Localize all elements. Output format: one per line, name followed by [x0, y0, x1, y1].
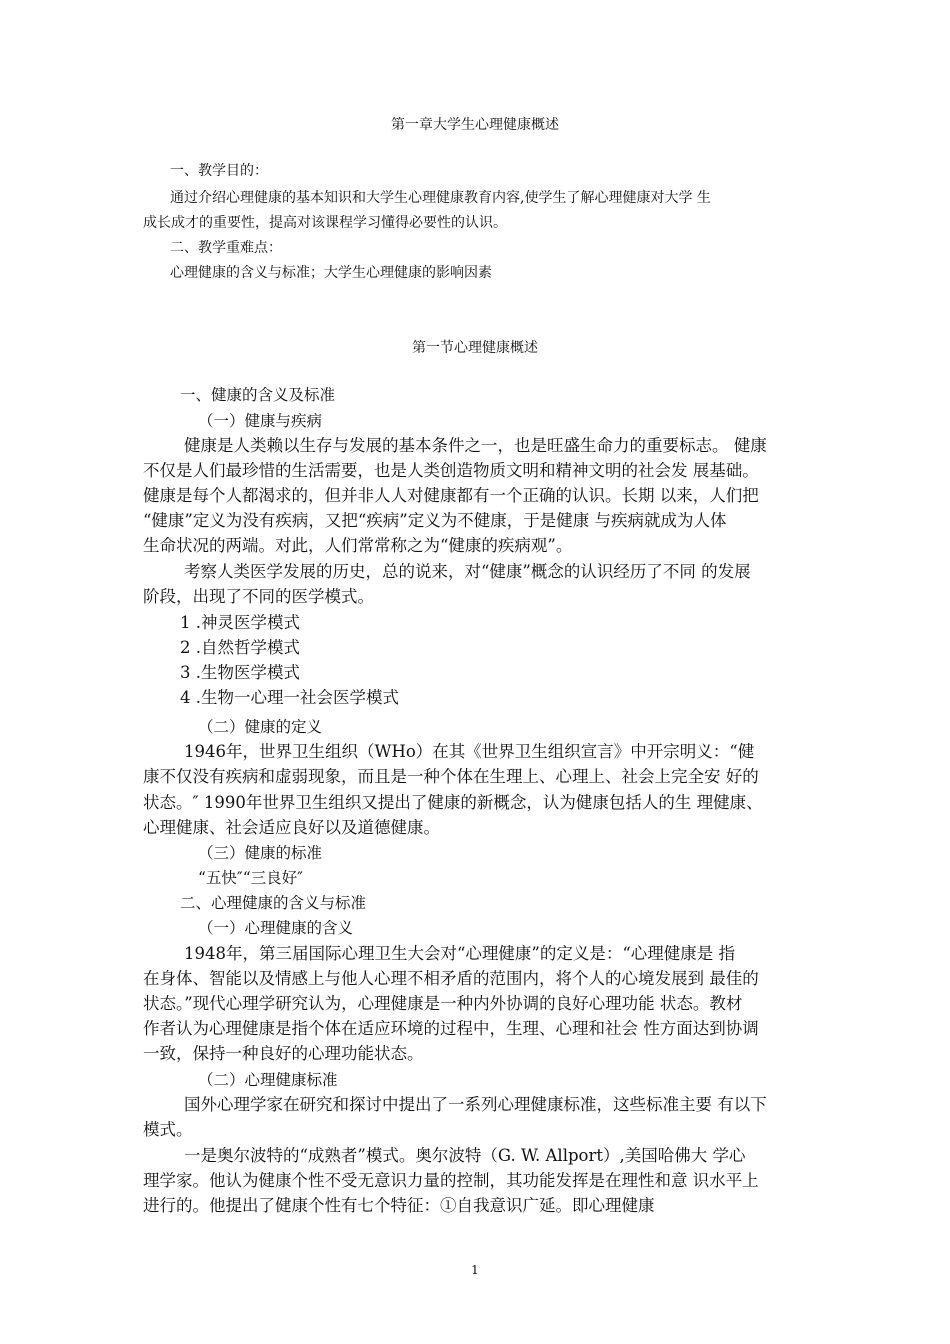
heading-mental-health: 二、心理健康的含义与标准 — [180, 894, 367, 912]
paragraph-line: 生命状况的两端。对此，人们常常称之为“健康的疾病观”。 — [143, 536, 573, 555]
list-item: 3 .生物医学模式 — [180, 663, 300, 682]
paragraph-line: 作者认为心理健康是指个体在适应环境的过程中，生理、心理和社会 性方面达到协调 — [143, 1019, 759, 1038]
paragraph-line: 进行的。他提出了健康个性有七个特征：①自我意识广延。即心理健康 — [143, 1196, 655, 1215]
paragraph-line: 一致，保持一种良好的心理功能状态。 — [143, 1044, 424, 1063]
subheading-health-disease: （一）健康与疾病 — [198, 412, 323, 430]
subheading-health-definition: （二）健康的定义 — [198, 718, 323, 736]
heading-health-meaning: 一、健康的含义及标准 — [180, 386, 336, 404]
section-title: 第一节心理健康概述 — [412, 340, 538, 356]
paragraph-line: 国外心理学家在研究和探讨中提出了一系列心理健康标准，这些标准主要 有以下 — [184, 1095, 767, 1114]
paragraph-line: 健康是人类赖以生存与发展的基本条件之一，也是旺盛生命力的重要标志。 健康 — [184, 436, 767, 455]
key-points-heading: 二、教学重难点： — [170, 240, 282, 256]
list-item: 1 .神灵医学模式 — [180, 613, 300, 632]
paragraph-line: 一是奥尔波特的“成熟者”模式。奥尔波特（G. W. Allport）,美国哈佛大 学心 — [184, 1146, 746, 1165]
paragraph-line: 考察人类医学发展的历史，总的说来，对“健康”概念的认识经历了不同 的发展 — [184, 562, 751, 581]
list-item: 4 .生物一心理一社会医学模式 — [180, 688, 399, 707]
paragraph-line: 1948年，第三届国际心理卫生大会对“心理健康”的定义是：“心理健康是 指 — [184, 944, 736, 963]
paragraph-line: 健康是每个人都渴求的，但并非人人对健康都有一个正确的认识。长期 以来，人们把 — [143, 486, 759, 505]
key-points-text: 心理健康的含义与标准；大学生心理健康的影响因素 — [170, 265, 492, 281]
paragraph-line: 状态。”现代心理学研究认为，心理健康是一种内外协调的良好心理功能 状态。教材 — [143, 994, 743, 1013]
paragraph-line: 阶段，出现了不同的医学模式。 — [143, 587, 374, 606]
chapter-title: 第一章大学生心理健康概述 — [391, 117, 559, 133]
paragraph-line: 心理健康、社会适应良好以及道德健康。 — [143, 818, 440, 837]
objectives-text-line1: 通过介绍心理健康的基本知识和大学生心理健康教育内容,使学生了解心理健康对大学 生 — [170, 190, 711, 206]
subheading-mental-health-standard: （二）心理健康标准 — [198, 1071, 338, 1089]
paragraph-line: 康不仅没有疾病和虚弱现象，而且是一种个体在生理上、心理上、社会上完全安 好的 — [143, 767, 759, 786]
paragraph-line: 不仅是人们最珍惜的生活需要，也是人类创造物质文明和精神文明的社会发 展基础。 — [143, 461, 759, 480]
paragraph-line: 模式。 — [143, 1120, 193, 1139]
page-number: 1 — [471, 1263, 479, 1277]
paragraph-line: “健康”定义为没有疾病，又把“疾病”定义为不健康，于是健康 与疾病就成为人体 — [143, 511, 727, 530]
paragraph-line: 1946年，世界卫生组织（WHo）在其《世界卫生组织宣言》中开宗明义：“健 — [184, 742, 755, 761]
objectives-heading: 一、教学目的： — [170, 163, 268, 179]
objectives-text-line2: 成长成才的重要性，提高对该课程学习懂得必要性的认识。 — [143, 215, 507, 231]
subheading-mental-health-meaning: （一）心理健康的含义 — [198, 919, 354, 937]
subheading-health-standard: （三）健康的标准 — [198, 844, 323, 862]
health-standard-text: “五快″“三良好″ — [198, 869, 303, 887]
paragraph-line: 在身体、智能以及情感上与他人心理不相矛盾的范围内，将个人的心境发展到 最佳的 — [143, 969, 759, 988]
paragraph-line: 理学家。他认为健康个性不受无意识力量的控制，其功能发挥是在理性和意 识水平上 — [143, 1171, 759, 1190]
list-item: 2 .自然哲学模式 — [180, 638, 300, 657]
paragraph-line: 状态。″ 1990年世界卫生组织又提出了健康的新概念，认为健康包括人的生 理健康、 — [143, 793, 763, 812]
